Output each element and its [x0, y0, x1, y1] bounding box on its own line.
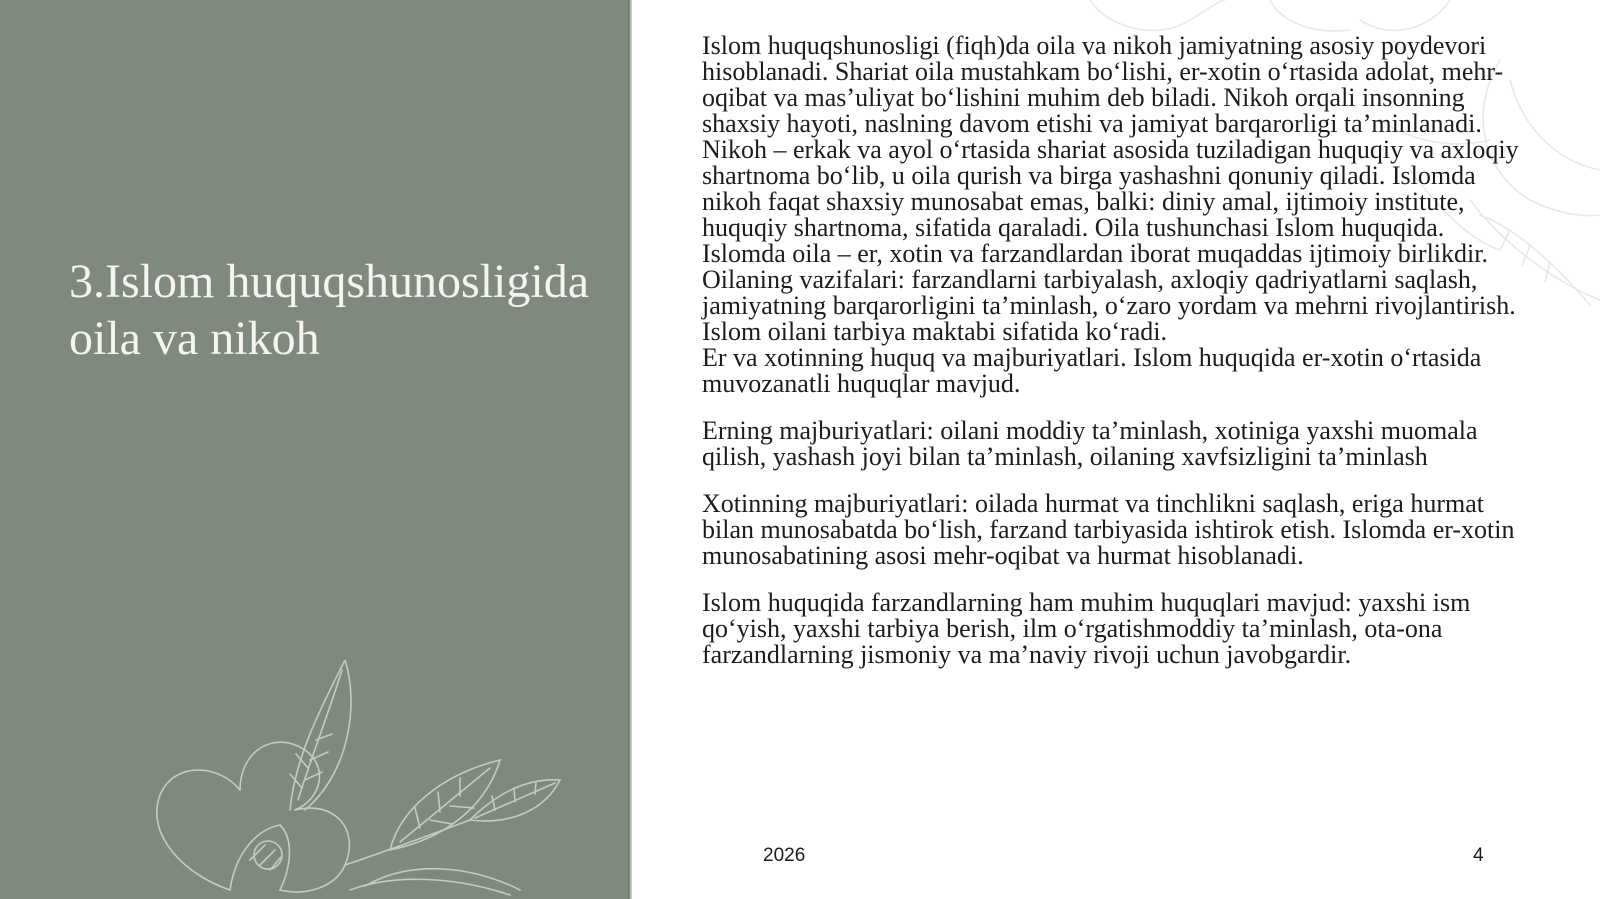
footer-date: 2026	[763, 845, 806, 866]
slide-title: 3.Islom huquqshunosligida oila va nikoh	[69, 255, 590, 365]
title-panel	[0, 0, 628, 899]
body-paragraph: Xotinning majburiyatlari: oilada hurmat va tinchlikni saqlash, eriga hurmat bilan munosabatda bo‘lish, farzand tarbiyasida ishtirok etish. Islomda er-xotin munosabatining asosi mehr-oqibat va hurmat hisoblanadi.	[702, 489, 1515, 570]
body-paragraph: Erning majburiyatlari: oilani moddiy ta’minlash, xotiniga yaxshi muomala qilish, yashash joyi bilan ta’minlash, oilaning xavfsizligini ta’minlash	[702, 416, 1478, 471]
slide-body	[702, 33, 1532, 689]
body-paragraph: Islom huquqshunosligi (fiqh)da oila va nikoh jamiyatning asosiy poydevori hisoblanadi. Shariat oila mustahkam bo‘lishi, er-xotin o‘rtasida adolat, mehr-oqibat va mas’uliyat bo‘lishini muhim deb biladi. Nikoh orqali insonning shaxsiy hayoti, naslning davom etishi va jamiyat barqarorligi ta’minlanadi. Nikoh – erkak va ayol o‘rtasida shariat asosida tuziladigan huquqiy va axloqiy shartnoma bo‘lib, u oila qurish va birga yashashni qonuniy qiladi. Islomda nikoh faqat shaxsiy munosabat emas, balki: diniy amal, ijtimoiy institute, huquqiy shartnoma, sifatida qaraladi. Oila tushunchasi Islom huquqida. Islomda oila – er, xotin va farzandlardan iborat muqaddas ijtimoiy birlikdir. Oilaning vazifalari: farzandlarni tarbiyalash, axloqiy qadriyatlarni saqlash, jamiyatning barqarorligini ta’minlash, o‘zaro yordam va mehrni rivojlantirish. Islom oilani tarbiya maktabi sifatida ko‘radi.	[702, 31, 1519, 346]
flower-sketch-icon	[90, 660, 570, 899]
page-number: 4	[1473, 845, 1484, 866]
panel-divider	[628, 0, 632, 899]
body-paragraph: Islom huquqida farzandlarning ham muhim huquqlari mavjud: yaxshi ism qo‘yish, yaxshi tarbiya berish, ilm o‘rgatishmoddiy ta’minlash, ota-ona farzandlarning jismoniy va ma’naviy rivoji uchun javobgardir.	[702, 588, 1471, 669]
body-paragraph: Er va xotinning huquq va majburiyatlari. Islom huquqida er-xotin o‘rtasida muvozanatli huquqlar mavjud.	[702, 343, 1482, 398]
